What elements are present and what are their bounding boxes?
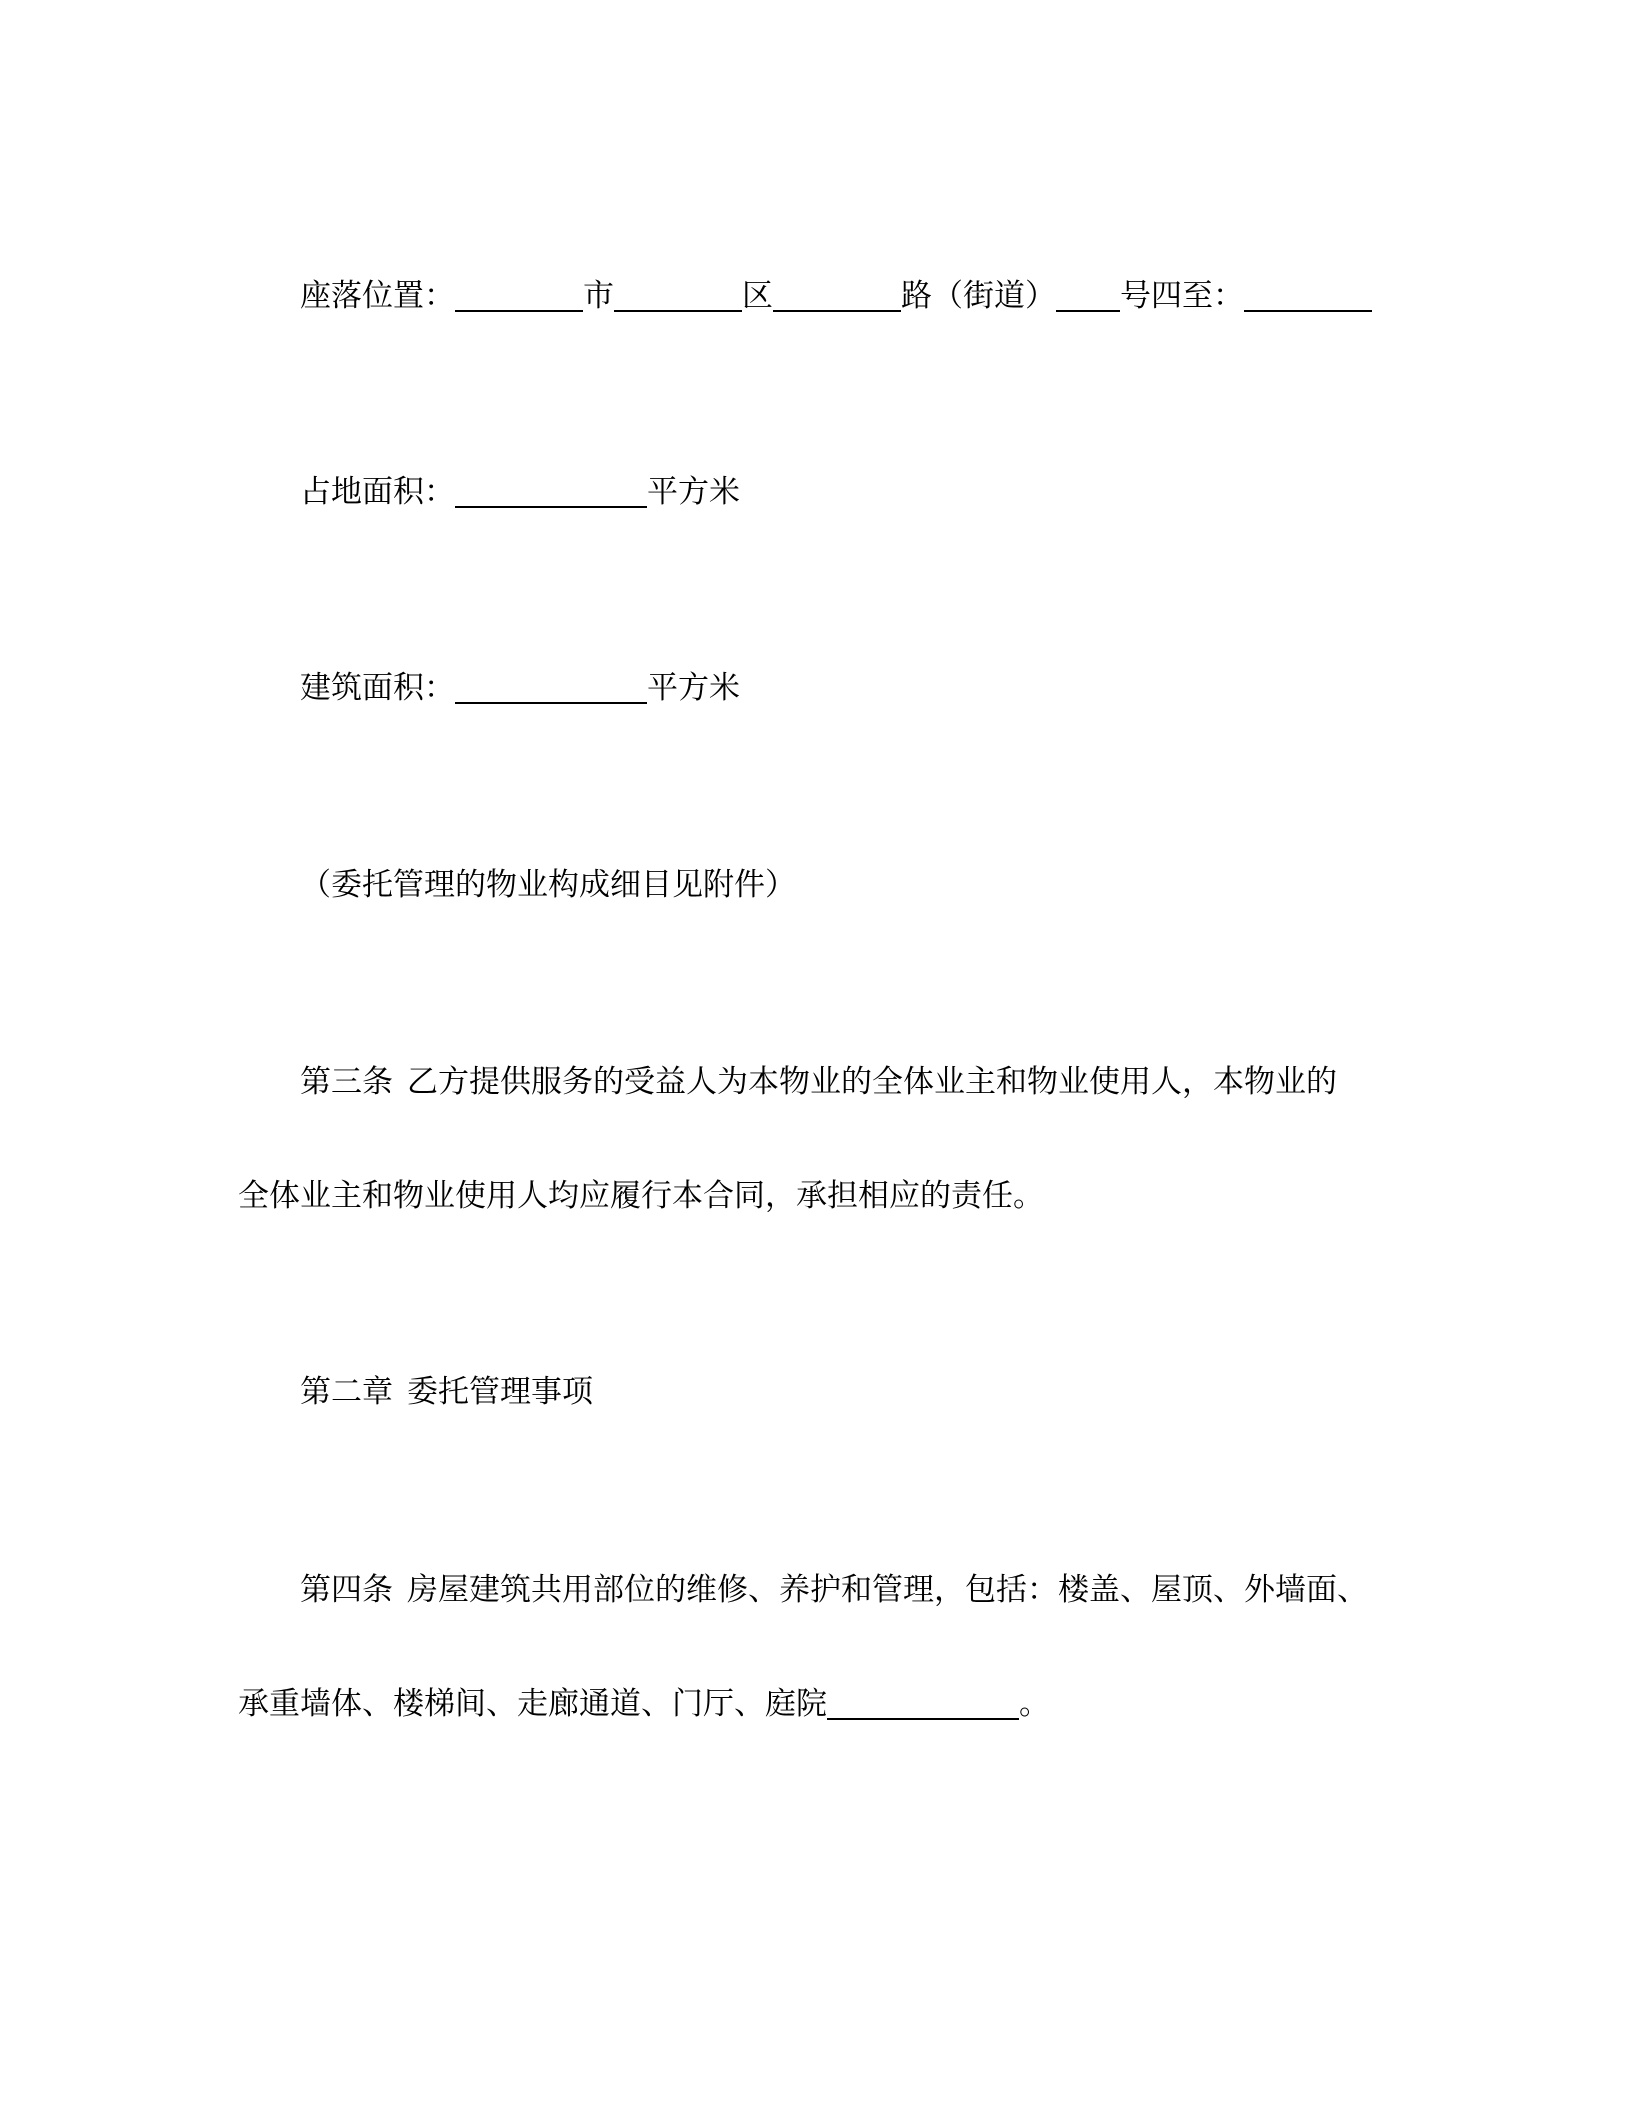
chapter2-title: 委托管理事项 [407, 1374, 593, 1410]
city-blank [455, 276, 583, 312]
city-text: 市 [583, 278, 614, 314]
number-suffix-text: 号四至： [1120, 278, 1244, 314]
article4-line1 [300, 1570, 1368, 1610]
building-area-unit: 平方米 [647, 670, 740, 706]
article4-line2 [238, 1684, 1050, 1724]
road-text: 路（街道） [901, 278, 1056, 314]
building-area-label: 建筑面积： [300, 670, 455, 706]
boundary-blank [1244, 276, 1372, 312]
chapter2-heading [300, 1372, 593, 1412]
location-line [300, 276, 1372, 316]
article4-text-2: 承重墙体、楼梯间、走廊通道、门厅、庭院 [238, 1686, 827, 1722]
chapter2-number: 第二章 [300, 1374, 393, 1410]
annex-note [300, 865, 796, 905]
article3-line2 [238, 1176, 1044, 1216]
article3-line1 [300, 1062, 1337, 1102]
land-area-label: 占地面积： [300, 474, 455, 510]
district-blank [614, 276, 742, 312]
article4-number: 第四条 [300, 1572, 393, 1608]
land-area-line [300, 472, 740, 512]
building-area-blank [455, 668, 647, 704]
annex-note-text: （委托管理的物业构成细目见附件） [300, 867, 796, 903]
land-area-blank [455, 472, 647, 508]
article4-text-1: 房屋建筑共用部位的维修、养护和管理，包括：楼盖、屋顶、外墙面、 [407, 1572, 1368, 1608]
courtyard-blank [827, 1684, 1019, 1720]
article4-period: 。 [1019, 1686, 1050, 1722]
location-label: 座落位置： [300, 278, 455, 314]
building-area-line [300, 668, 740, 708]
article3-text-1: 乙方提供服务的受益人为本物业的全体业主和物业使用人，本物业的 [407, 1064, 1337, 1100]
land-area-unit: 平方米 [647, 474, 740, 510]
district-text: 区 [742, 278, 773, 314]
article3-number: 第三条 [300, 1064, 393, 1100]
road-blank [773, 276, 901, 312]
article3-text-2: 全体业主和物业使用人均应履行本合同，承担相应的责任。 [238, 1178, 1044, 1214]
number-blank [1056, 276, 1120, 312]
